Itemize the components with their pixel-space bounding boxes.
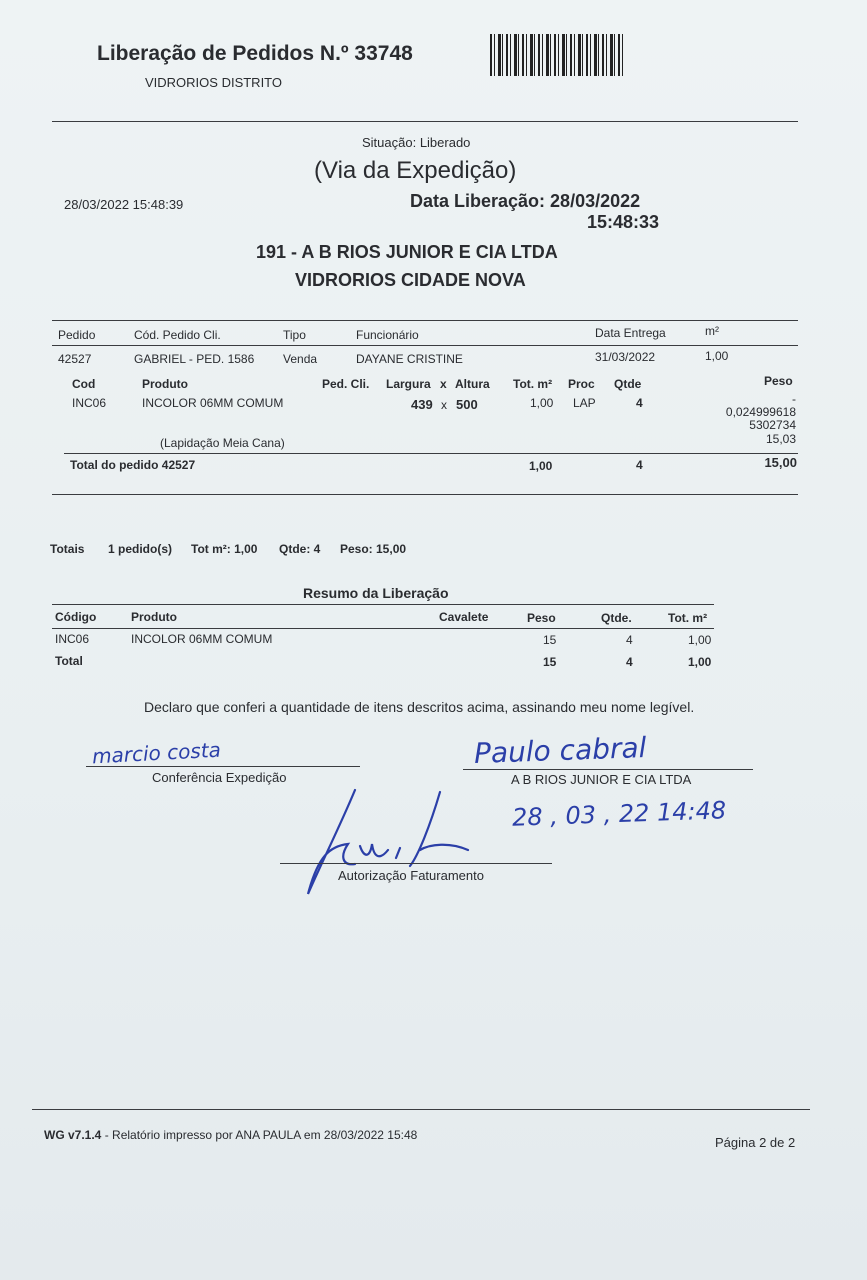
item-proc: LAP (573, 396, 596, 410)
item-largura: 439 (411, 397, 433, 412)
item-col-peso: Peso (764, 374, 793, 388)
order-cod-cli: GABRIEL - PED. 1586 (134, 352, 255, 366)
release-time: 15:48:33 (587, 212, 660, 232)
item-x: x (441, 398, 447, 412)
via-title: (Via da Expedição) (314, 157, 517, 184)
footer-printed: - Relatório impresso por ANA PAULA em 28/03/2022 15:48 (101, 1128, 418, 1142)
order-pedido: 42527 (58, 352, 92, 366)
resumo-peso: 15 (543, 633, 557, 647)
item-qtde: 4 (636, 396, 643, 410)
totais-peso: Peso: 15,00 (340, 542, 407, 556)
resumo-total-qtde: 4 (626, 655, 633, 669)
print-timestamp: 28/03/2022 15:48:39 (64, 197, 184, 212)
item-col-x: x (440, 377, 447, 391)
item-col-qtde: Qtde (614, 377, 642, 391)
divider (52, 604, 714, 605)
resumo-col-qtde: Qtde. (601, 611, 632, 625)
order-funcionario: DAYANE CRISTINE (356, 352, 463, 366)
resumo-col-peso: Peso (527, 611, 556, 625)
footer-version: WG v7.1.4 (44, 1128, 102, 1142)
col-data-entrega: Data Entrega (595, 326, 666, 340)
resumo-codigo: INC06 (55, 632, 90, 646)
item-peso-line2: 5302734 (749, 418, 796, 432)
divider (64, 453, 798, 454)
order-total-peso: 15,00 (764, 455, 797, 470)
resumo-total-tot-m2: 1,00 (688, 655, 712, 669)
cliente-label: A B RIOS JUNIOR E CIA LTDA (511, 772, 692, 787)
resumo-col-produto: Produto (131, 610, 177, 624)
item-peso-line3: 15,03 (765, 432, 796, 446)
company-subtitle: VIDRORIOS DISTRITO (145, 75, 282, 90)
item-col-cod: Cod (72, 377, 96, 391)
item-peso-dash: - (792, 392, 796, 406)
resumo-col-cavalete: Cavalete (439, 610, 489, 624)
item-col-ped-cli: Ped. Cli. (322, 377, 370, 391)
resumo-total-label: Total (55, 654, 83, 668)
status-text: Situação: Liberado (362, 135, 471, 150)
conferencia-label: Conferência Expedição (152, 770, 287, 785)
item-col-largura: Largura (386, 377, 431, 391)
resumo-total-peso: 15 (543, 655, 557, 669)
item-produto: INCOLOR 06MM COMUM (142, 396, 284, 410)
order-total-m2: 1,00 (529, 459, 553, 473)
divider (52, 121, 798, 122)
client-name: 191 - A B RIOS JUNIOR E CIA LTDA (256, 242, 558, 262)
autorizacao-signature-mark (300, 786, 500, 901)
order-total-qtde: 4 (636, 458, 643, 472)
order-m2: 1,00 (705, 349, 729, 363)
autorizacao-label: Autorização Faturamento (338, 868, 484, 883)
resumo-qtde: 4 (626, 633, 633, 647)
item-cod: INC06 (72, 396, 107, 410)
declaration-text: Declaro que conferi a quantidade de itens descritos acima, assinando meu nome legível. (144, 699, 695, 715)
col-m2: m² (705, 324, 719, 338)
item-col-proc: Proc (568, 377, 595, 391)
divider (52, 345, 798, 346)
totais-qtde: Qtde: 4 (279, 542, 321, 556)
item-observacao: (Lapidação Meia Cana) (160, 436, 285, 450)
item-col-altura: Altura (455, 377, 490, 391)
divider (32, 1109, 810, 1110)
item-col-tot-m2: Tot. m² (513, 377, 553, 391)
divider (52, 494, 798, 495)
order-total-label: Total do pedido 42527 (70, 458, 196, 472)
item-peso-line1: 0,024999618 (725, 405, 796, 419)
page-title: Liberação de Pedidos N.º 33748 (97, 42, 413, 65)
col-cod-pedido-cli: Cód. Pedido Cli. (134, 328, 221, 342)
resumo-tot-m2: 1,00 (688, 633, 712, 647)
col-funcionario: Funcionário (356, 328, 419, 342)
col-pedido: Pedido (58, 328, 96, 342)
release-date: Data Liberação: 28/03/2022 (410, 191, 641, 211)
col-tipo: Tipo (283, 328, 306, 342)
footer-page-number: Página 2 de 2 (715, 1135, 796, 1150)
divider (52, 320, 798, 321)
order-tipo: Venda (283, 352, 318, 366)
order-data-entrega: 31/03/2022 (595, 350, 656, 364)
barcode (490, 34, 624, 76)
item-col-produto: Produto (142, 377, 188, 391)
item-altura: 500 (456, 397, 478, 412)
totais-pedidos: 1 pedido(s) (108, 542, 173, 556)
client-branch: VIDRORIOS CIDADE NOVA (295, 270, 526, 290)
cliente-handwriting: Paulo cabral (473, 731, 647, 770)
signature-line (463, 769, 753, 770)
totais-label: Totais (50, 542, 85, 556)
date-handwriting: 28 , 03 , 22 14:48 (511, 796, 727, 832)
signature-line (86, 766, 360, 767)
totais-tot-m2: Tot m²: 1,00 (191, 542, 258, 556)
divider (52, 628, 714, 629)
resumo-produto: INCOLOR 06MM COMUM (131, 632, 273, 646)
conferencia-handwriting: marcio costa (91, 737, 222, 769)
resumo-col-codigo: Código (55, 610, 97, 624)
resumo-title: Resumo da Liberação (303, 585, 449, 601)
signature-line (280, 863, 552, 864)
resumo-col-tot-m2: Tot. m² (668, 611, 708, 625)
footer-print-info (44, 1128, 417, 1142)
item-tot-m2: 1,00 (530, 396, 554, 410)
